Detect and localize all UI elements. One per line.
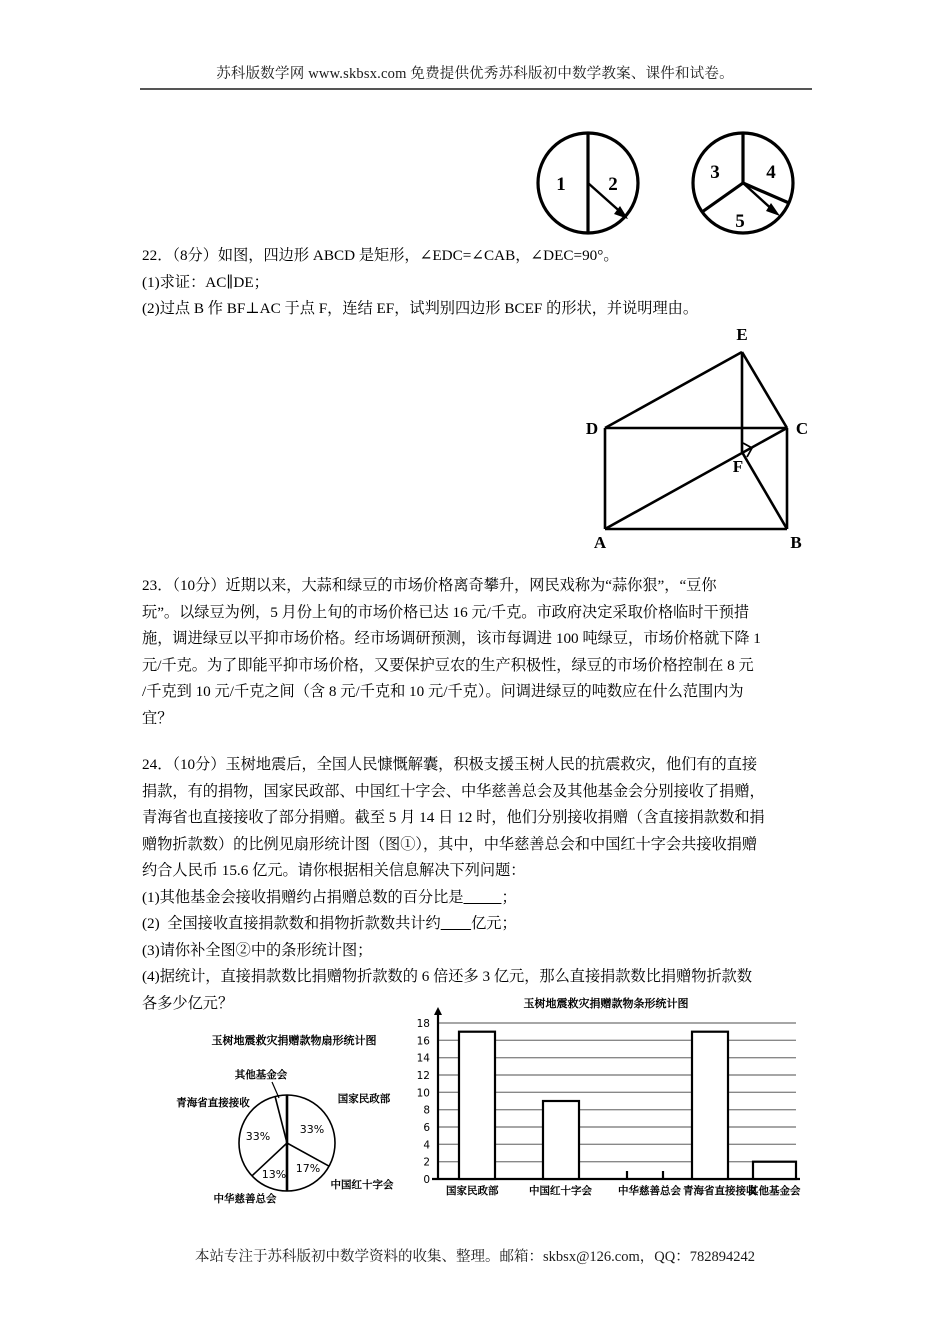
- q23-line-6: 宜？: [142, 709, 173, 727]
- pie-chart-title: 玉树地震救灾捐赠款物扇形统计图: [211, 1034, 377, 1047]
- pie-chart-svg: [166, 1030, 408, 1212]
- bar-chart-y-tick-labels: [417, 1018, 431, 1186]
- pie-value-cishanzonghui: 13%: [261, 1168, 287, 1181]
- pie-value-minzhengbu: 33%: [299, 1123, 325, 1136]
- pie-value-qinghai: 33%: [245, 1130, 271, 1143]
- q24-sub-2: [142, 911, 814, 938]
- x-label-minzhengbu: 国家民政部: [446, 1185, 499, 1197]
- q23-line-5: /千克到 10 元/千克之间（含 8 元/千克和 10 元/千克）。问调进绿豆的吨数应在什么范围内为: [142, 683, 744, 700]
- q24-sub-2-suffix: 亿元；: [471, 915, 517, 932]
- label-F: F: [732, 457, 744, 476]
- header-divider: [140, 88, 812, 90]
- segment-DE: [605, 352, 742, 428]
- label-A: A: [593, 533, 607, 552]
- q24-sub-1: [142, 885, 814, 912]
- pie-label-hongshizihui: 中国红十字会: [330, 1179, 394, 1191]
- question-23-text: [142, 573, 814, 732]
- pie-chart-figure: [166, 1030, 408, 1212]
- diagonal-AC: [605, 428, 787, 529]
- q22-geometry-svg: [572, 322, 838, 554]
- q24-sub-1-suffix: ；: [501, 888, 517, 906]
- q24-sub-3: (3)请你补全图②中的条形统计图；: [142, 941, 373, 959]
- y-tick-18: 18: [416, 1018, 430, 1030]
- q23-line-4: 元/千克。为了即能平抑市场价格，又要保护豆农的生产积极性，绿豆的市场价格控制在 8 元: [142, 656, 754, 674]
- spinner-right-divider-right: [743, 183, 789, 203]
- bar-chart-y-axis-arrow: [434, 1007, 442, 1015]
- y-tick-6: 6: [423, 1122, 430, 1134]
- bar-qitajijinhui: [753, 1162, 796, 1179]
- pie-divider-qinghai-qita: [275, 1097, 287, 1144]
- q22-part-1: (1)求证：AC∥DE；: [142, 273, 269, 291]
- q22-stem: 22．（8分）如图，四边形 ABCD 是矩形，∠EDC=∠CAB，∠DEC=90°。: [142, 247, 619, 264]
- bar-chart-figure: [396, 995, 808, 1213]
- bar-qinghai: [692, 1032, 728, 1179]
- pie-label-qinghai: 青海省直接接收: [176, 1097, 250, 1109]
- pie-value-hongshizihui: 17%: [295, 1162, 321, 1175]
- label-C: C: [795, 419, 809, 438]
- q24-line-2: 捐款，有的捐物，国家民政部、中国红十字会、中华慈善总会及其他基金会分别接收了捐赠，: [142, 782, 765, 800]
- bar-minzhengbu: [459, 1032, 495, 1179]
- pie-label-qitajijinhui: 其他基金会: [234, 1069, 288, 1081]
- spinner-right-label-3: 3: [710, 162, 720, 183]
- q24-line-1: 24．（10分）玉树地震后，全国人民慷慨解囊，积极支援玉树人民的抗震救灾，他们有的直接: [142, 756, 758, 773]
- q23-line-2: 玩”。以绿豆为例，5 月份上旬的市场价格已达 16 元/千克。市政府决定采取价格临时干预措: [142, 603, 750, 621]
- y-tick-2: 2: [423, 1156, 430, 1169]
- answer-blank-2[interactable]: [441, 915, 471, 932]
- bar-chart-svg: [396, 995, 808, 1213]
- label-D: D: [585, 419, 599, 438]
- y-tick-4: 4: [423, 1139, 430, 1152]
- x-label-qitajijinhui: 其他基金会: [748, 1185, 801, 1197]
- spinner-left-label-1: 1: [556, 174, 566, 195]
- q23-line-1: 23．（10分）近期以来，大蒜和绿豆的市场价格离奇攀升，网民戏称为“蒜你狠”，“豆你: [142, 577, 717, 594]
- pie-label-cishanzonghui: 中华慈善总会: [213, 1193, 277, 1205]
- x-label-hongshizihui: 中国红十字会: [529, 1185, 592, 1197]
- label-B: B: [790, 533, 802, 552]
- y-tick-14: 14: [416, 1052, 430, 1065]
- y-tick-16: 16: [416, 1035, 430, 1048]
- y-tick-0: 0: [423, 1174, 430, 1186]
- segment-EC: [742, 352, 787, 428]
- q23-line-3: 施，调进绿豆以平抑市场价格。经市场调研预测，该市每调进 100 吨绿豆，市场价格就下降 1: [142, 630, 761, 647]
- spinner-svg: [528, 128, 828, 240]
- spinner-left-label-2: 2: [608, 174, 618, 195]
- q24-sub-4-line-1: (4)据统计，直接捐款数比捐赠物折款数的 6 倍还多 3 亿元，那么直接捐款数比捐赠物折款数: [142, 968, 753, 985]
- y-tick-8: 8: [423, 1104, 430, 1117]
- spinner-figures: [528, 128, 828, 240]
- spinner-right-label-5: 5: [735, 211, 745, 232]
- q24-line-3: 青海省也直接接收了部分捐赠。截至 5 月 14 日 12 时，他们分别接收捐赠（含直接捐款数和捐: [142, 809, 765, 826]
- q24-sub-2-prefix: (2) 全国接收直接捐款数和捐物折款数共计约: [142, 915, 441, 932]
- bar-chart-title: 玉树地震救灾捐赠款物条形统计图: [523, 997, 689, 1010]
- spinner-right-divider-left: [702, 183, 743, 212]
- x-label-qinghai: 青海省直接接收: [683, 1185, 757, 1197]
- bar-chart-x-tick-labels: [446, 1184, 801, 1197]
- q24-line-4: 赠物折款数）的比例见扇形统计图（图①），其中，中华慈善总会和中国红十字会共接收捐赠: [142, 835, 758, 853]
- bar-hongshizihui: [543, 1101, 579, 1179]
- pie-label-minzhengbu: 国家民政部: [337, 1093, 391, 1105]
- label-E: E: [736, 325, 748, 344]
- segment-BF: [742, 452, 787, 529]
- question-22-figure: [572, 322, 838, 554]
- answer-blank-1[interactable]: [463, 889, 501, 906]
- site-header-text: 苏科版数学网 www.skbsx.com 免费提供优秀苏科版初中数学教案、课件和试卷。: [216, 66, 734, 82]
- y-tick-10: 10: [416, 1087, 430, 1100]
- x-label-cishanzonghui: 中华慈善总会: [618, 1185, 681, 1197]
- question-24-text: [142, 752, 814, 1017]
- y-tick-12: 12: [416, 1070, 430, 1082]
- q24-sub-1-prefix: (1)其他基金会接收捐赠约占捐赠总数的百分比是: [142, 888, 464, 906]
- q24-line-5: 约合人民币 15.6 亿元。请你根据相关信息解决下列问题：: [142, 862, 526, 879]
- spinner-right-label-4: 4: [766, 162, 776, 183]
- q22-part-2: (2)过点 B 作 BF⊥AC 于点 F，连结 EF，试判别四边形 BCEF 的形状，并说明理由。: [142, 300, 699, 317]
- question-22-text: [142, 243, 814, 323]
- site-footer-text: 本站专注于苏科版初中数学资料的收集、整理。邮箱：skbsx@126.com，QQ：782894242: [195, 1249, 755, 1265]
- q24-sub-4-line-2: 各多少亿元？: [142, 994, 234, 1012]
